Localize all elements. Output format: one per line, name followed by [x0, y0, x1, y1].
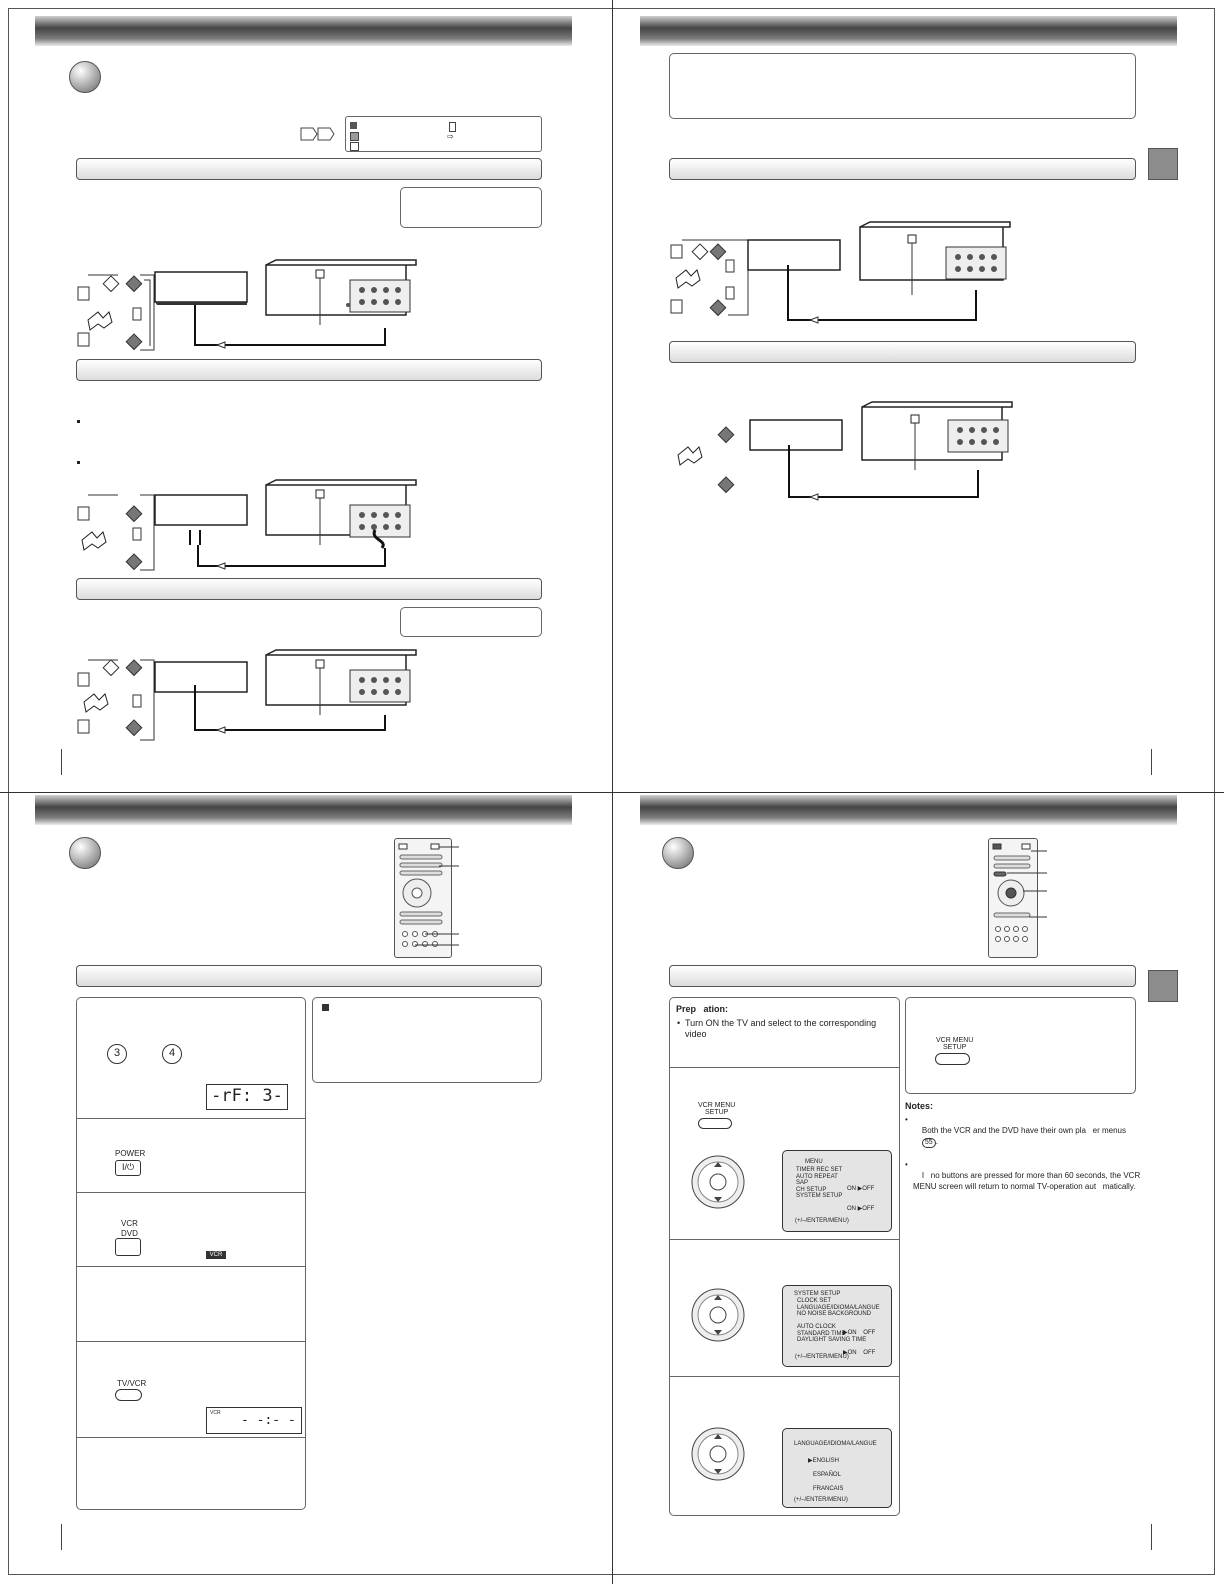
legend-box: ⇨: [345, 116, 542, 152]
remote-control-illustration: [988, 838, 1038, 958]
note-box: [400, 187, 542, 228]
vcr-menu-setup-button[interactable]: [935, 1053, 970, 1065]
step-5: [77, 1342, 305, 1438]
section-title-bar: [76, 158, 542, 180]
menu-item[interactable]: CH SETUP: [796, 1186, 827, 1193]
step-2: [77, 1119, 305, 1193]
page-number-rule: [61, 1524, 62, 1550]
preparation-title: Prep ation:: [676, 1004, 729, 1014]
vcr-dvd-label: VCR DVD: [121, 1219, 138, 1238]
page-header-bar: [35, 16, 572, 46]
language-screen: [782, 1428, 892, 1508]
menu-item[interactable]: NO NOISE BACKGROUND: [797, 1311, 872, 1317]
note-item: • I no buttons are pressed for more than 60 seconds, the VCR MENU screen will return to normal TV-operation aut matically.: [905, 1160, 1141, 1191]
bullet-mark: [77, 420, 80, 423]
section-bullet-icon: [662, 837, 694, 869]
chapter-tab: [1148, 970, 1178, 1002]
notes-title: Notes:: [905, 1101, 934, 1111]
note-box: [312, 997, 542, 1083]
tvvcr-display-label: VCR: [210, 1410, 221, 1416]
connection-diagram: [70, 250, 415, 360]
menu-on-off: ON ▶OFF: [847, 1205, 875, 1212]
notes-section: [905, 1101, 1140, 1203]
disc-tabs-icon: [300, 127, 336, 141]
setup-button-label: VCR MENU SETUP: [936, 1037, 974, 1051]
menu-title: MENU: [805, 1159, 823, 1165]
power-label: POWER: [115, 1149, 146, 1158]
menu-item[interactable]: LANGUAGE/IDIOMA/LANGUE: [797, 1304, 880, 1311]
section-title-bar: [76, 359, 542, 381]
menu-item[interactable]: STANDARD TIME: [797, 1330, 846, 1337]
menu-footer: (+/–/ENTER/MENU): [794, 1497, 848, 1503]
language-title: LANGUAGE/IDIOMA/LANGUE: [794, 1441, 877, 1447]
tvvcr-label: TV/VCR: [117, 1379, 147, 1388]
menu-list: [796, 1167, 842, 1200]
note-text: Both the VCR and the DVD have their own pla er menus: [921, 1126, 1126, 1135]
connection-diagram: [668, 215, 1013, 325]
system-setup-title: SYSTEM SETUP: [794, 1291, 841, 1297]
connection-diagram: [70, 470, 415, 580]
menu-footer: (+/–/ENTER/MENU): [795, 1354, 849, 1360]
menu-footer: (+/–/ENTER/MENU): [795, 1218, 849, 1224]
section-title-bar: [669, 158, 1136, 180]
preparation-step: [670, 998, 899, 1068]
page-ref-badge: 55: [922, 1138, 936, 1148]
vcr-menu-screen: [782, 1150, 892, 1232]
vcr-indicator-badge: VCR: [206, 1251, 226, 1259]
section-title-bar: [669, 965, 1136, 987]
step-3: [670, 1377, 899, 1516]
bullet-dot: •: [677, 1018, 681, 1028]
section-title-bar: [76, 578, 542, 600]
menu-item[interactable]: SYSTEM SETUP: [796, 1193, 843, 1199]
tvvcr-display: [206, 1407, 302, 1434]
power-button[interactable]: I/⏻: [115, 1160, 141, 1176]
language-option[interactable]: ▶ENGLISH: [808, 1458, 839, 1464]
menu-item[interactable]: AUTO CLOCK: [797, 1324, 836, 1330]
step-3: [77, 1193, 305, 1267]
steps-panel: [76, 997, 306, 1510]
menu-item[interactable]: SAP: [796, 1180, 809, 1186]
page-header-bar: [640, 795, 1177, 825]
menu-item[interactable]: DAYLIGHT SAVING TIME: [797, 1337, 867, 1343]
spread-divider-horizontal: [0, 792, 1224, 793]
steps-panel: [669, 997, 900, 1516]
menu-item[interactable]: AUTO REPEAT: [796, 1173, 838, 1180]
section-title-bar: [669, 341, 1136, 363]
channel-display: -rF: 3-: [206, 1084, 288, 1110]
step-1: [670, 1068, 899, 1240]
section-title-bar: [76, 965, 542, 987]
setup-button-label: VCR MENU SETUP: [698, 1102, 736, 1116]
connection-diagram: [668, 395, 1013, 505]
step-4: [77, 1267, 305, 1342]
menu-item[interactable]: CLOCK SET: [797, 1298, 832, 1304]
chapter-tab: [1148, 148, 1178, 180]
page-number-rule: [61, 749, 62, 775]
language-option[interactable]: ESPAÑOL: [813, 1472, 841, 1478]
channel-3-button[interactable]: 3: [107, 1044, 127, 1064]
page-number-rule: [1151, 749, 1152, 775]
note-text: I no buttons are pressed for more than 60 seconds, the VCR MENU screen will return to normal TV-operation aut matically.: [913, 1171, 1141, 1191]
connection-diagram: [70, 640, 415, 750]
menu-on-off: ▶ON OFF: [843, 1330, 876, 1336]
note-box: [669, 53, 1136, 119]
language-options: [808, 1454, 843, 1496]
page-header-bar: [35, 795, 572, 825]
page-number-rule: [1151, 1524, 1152, 1550]
channel-4-button[interactable]: 4: [162, 1044, 182, 1064]
tvvcr-button[interactable]: [115, 1389, 142, 1401]
preparation-item: Turn ON the TV and select to the corresponding video: [685, 1018, 877, 1039]
setup-note-box: [905, 997, 1136, 1094]
menu-on-off: ▶ON OFF: [843, 1349, 876, 1356]
step-1: [77, 998, 305, 1119]
language-option[interactable]: FRANCAIS: [813, 1486, 844, 1492]
section-bullet-icon: [69, 837, 101, 869]
step-2: [670, 1240, 899, 1377]
vcr-menu-setup-button[interactable]: [698, 1118, 732, 1129]
note-box: [400, 607, 542, 637]
system-setup-screen: [782, 1285, 892, 1367]
bullet-mark: [77, 461, 80, 464]
vcr-dvd-button[interactable]: [115, 1238, 141, 1256]
page-header-bar: [640, 16, 1177, 46]
menu-item[interactable]: TIMER REC SET: [796, 1167, 843, 1173]
section-bullet-icon: [69, 61, 101, 93]
remote-control-illustration: [394, 838, 452, 958]
tvvcr-display-time: - -:- -: [241, 1413, 296, 1428]
menu-on-off: ON ▶OFF: [847, 1186, 875, 1192]
note-item: • Both the VCR and the DVD have their own pla er menus 55 .: [905, 1115, 1126, 1146]
